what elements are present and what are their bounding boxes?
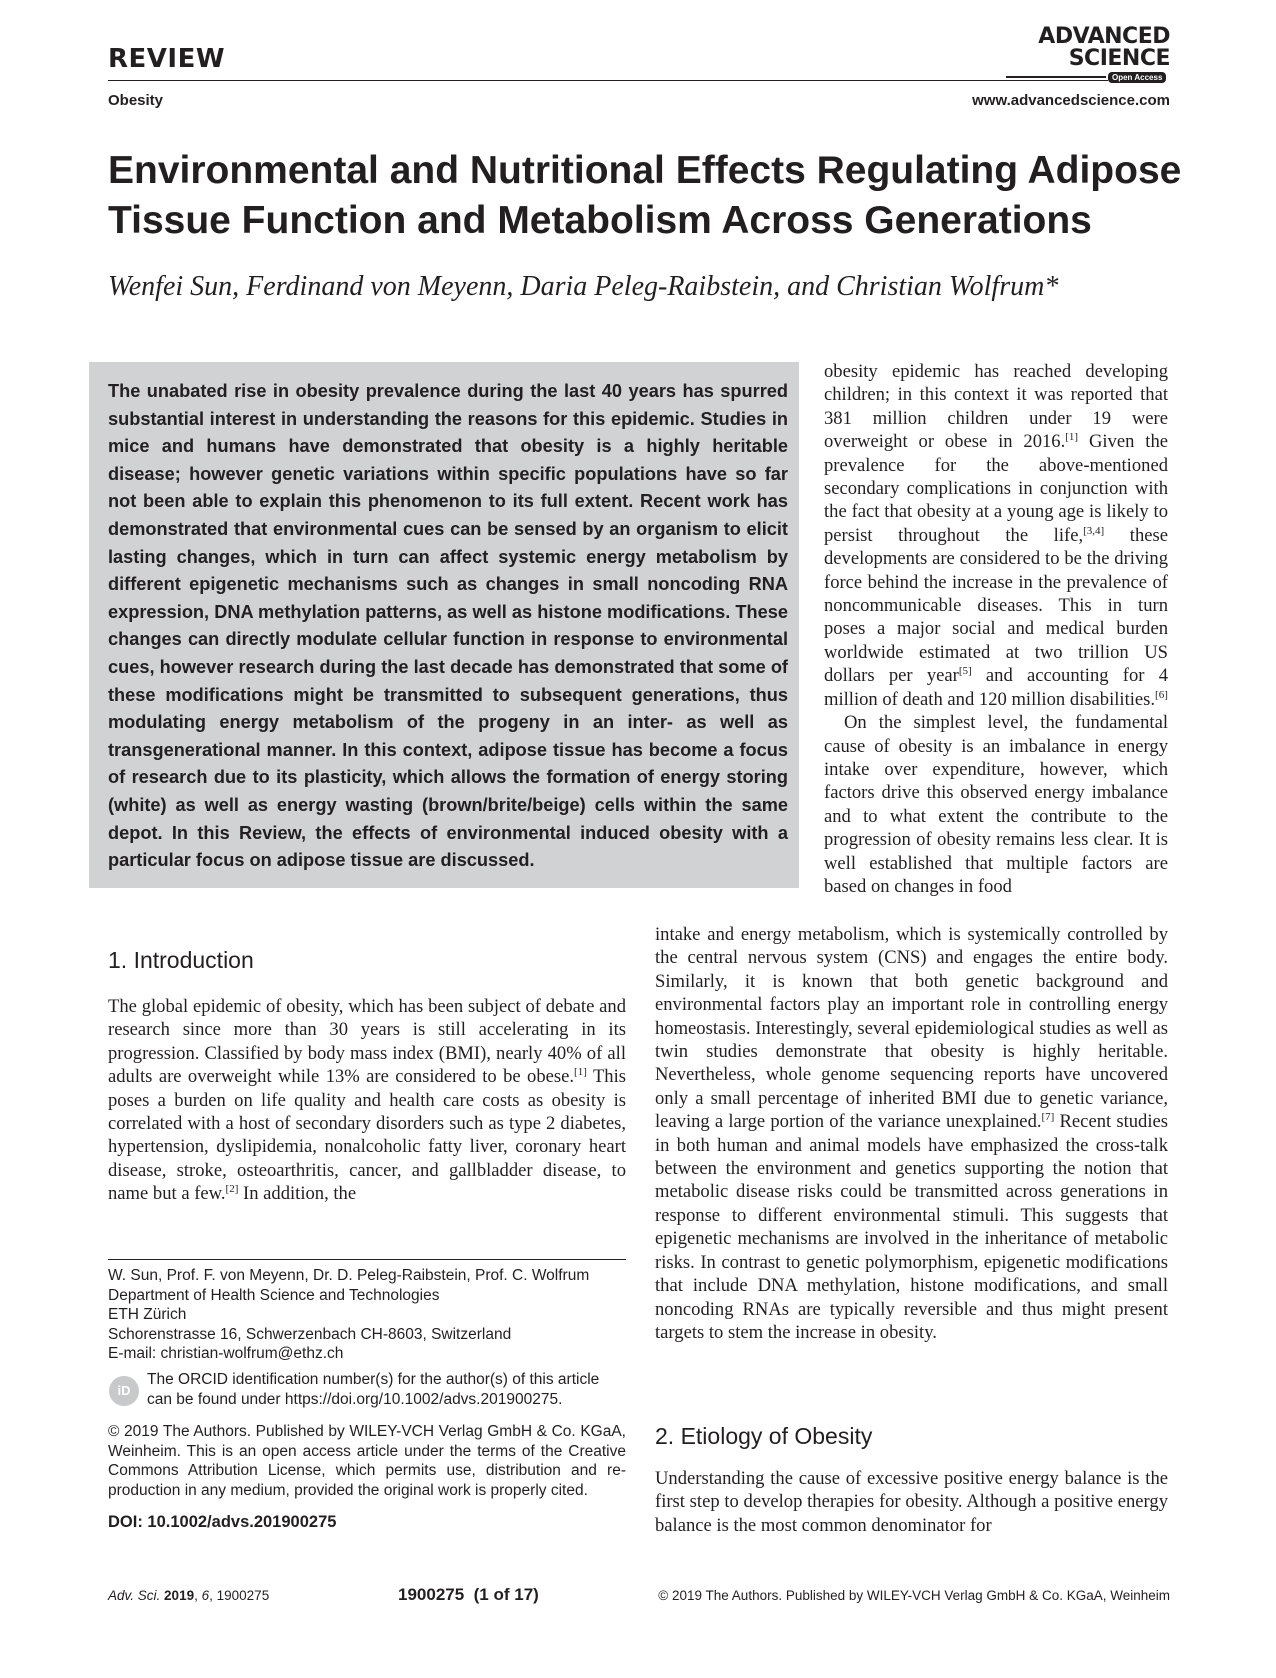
journal-logo[interactable] [1000, 26, 1170, 70]
footer-citation: Adv. Sci. 2019, 6, 1900275 [108, 1588, 270, 1603]
affiliation-address: Schorenstrasse 16, Schwerzenbach CH-8603, Switzerland [108, 1325, 512, 1343]
citation-ref[interactable]: [7] [1041, 1111, 1055, 1124]
footer-article-no: 1900275 [216, 1588, 270, 1603]
article-title: Environmental and Nutritional Effects Regulating Adipose Tissue Function and Metabolism Across Generations [108, 149, 1182, 242]
introduction-body [108, 995, 626, 1206]
doi-label[interactable]: DOI: 10.1002/advs.201900275 [108, 1513, 337, 1531]
footer-year: 2019 [164, 1588, 195, 1603]
license-notice: © 2019 The Authors. Published by WILEY-VCH Verlag GmbH & Co. KGaA, Weinheim. This is an open access article under the terms of the Creative Commons Attribution License, which permits use, distribution and reproduction in any medium, provided the original work is properly cited. [108, 1423, 626, 1499]
paragraph: obesity epidemic has reached developing children; in this context it was reported that 381 million children under 19 were overweight or obese in 2016.[1] Given the prevalence for the above-mentioned secondary complications in conjunction with the fact that obesity at a young age is likely to persist throughout the life,[3,4] these developments are considered to be the driving force behind the increase in the prevalence of noncommunicable diseases. This in turn poses a major social and medical burden worldwide estimated at two trillion US dollars per year[5] and accounting for 4 million of death and 120 million disabilities.[6] [824, 361, 1169, 710]
affiliation-institution: ETH Zürich [108, 1306, 187, 1323]
etiology-body: Understanding the cause of excessive positive energy balance is the first step to develop therapies for obesity. Although a positive energy balance is the most common denominator for [655, 1468, 1168, 1536]
affiliation-names: W. Sun, Prof. F. von Meyenn, Dr. D. Peleg-Raibstein, Prof. C. Wolfrum [108, 1267, 590, 1284]
orcid-icon[interactable]: iD [109, 1376, 139, 1406]
affiliation-block [108, 1266, 626, 1364]
section-heading-introduction: 1. Introduction [108, 947, 254, 973]
orcid-note[interactable]: The ORCID identification number(s) for the author(s) of this article can be found under https://doi.org/10.1002/advs.201900275. [147, 1371, 600, 1408]
article-type-label: REVIEW [108, 44, 226, 74]
citation-ref[interactable]: [6] [1155, 688, 1168, 701]
logo-underline [1006, 76, 1106, 78]
affiliation-department: Department of Health Science and Technologies [108, 1286, 440, 1304]
footer-page-number: 1900275 (1 of 17) [398, 1585, 539, 1604]
footer-journal: Adv. Sci. [108, 1588, 161, 1603]
citation-ref[interactable]: [3,4] [1083, 524, 1105, 537]
open-access-badge: Open Access [1108, 72, 1166, 83]
header-rule [108, 80, 1108, 81]
affiliation-rule [108, 1259, 626, 1260]
footer-volume: 6 [201, 1588, 210, 1603]
footer-copyright: © 2019 The Authors. Published by WILEY-VCH Verlag GmbH & Co. KGaA, Weinheim [658, 1588, 1170, 1603]
paragraph: intake and energy metabolism, which is systemically controlled by the central nervous system (CNS) and engages the entire body. Similarly, it is known that both genetic background and environmental factors play an important role in controlling energy homeostasis. Interestingly, several epidemiological studies as well as twin studies demonstrate that obesity is highly heritable. Nevertheless, whole genome sequencing reports have uncovered only a small percentage of inherited BMI due to genetic variance, leaving a large portion of the variance unexplained.[7] Recent studies in both human and animal models have emphasized the cross-talk between the environment and genetics supporting the notion that metabolic disease risks could be transmitted across generations in response to different environmental stimuli. This suggests that epigenetic mechanisms are involved in the inheritance of metabolic risks. In contrast to genetic polymorphism, epigenetic modifications that include DNA methylation, histone modifications, and small noncoding RNAs are typically reversible and thus might present targets to stem the increase in obesity. [655, 924, 1168, 1343]
right-column-lower [655, 923, 1168, 1344]
affiliation-email[interactable]: E-mail: christian-wolfrum@ethz.ch [108, 1345, 344, 1362]
section-heading-etiology: 2. Etiology of Obesity [655, 1423, 873, 1449]
right-column-upper [824, 360, 1168, 898]
citation-ref[interactable]: [2] [225, 1183, 239, 1196]
author-list: Wenfei Sun, Ferdinand von Meyenn, Daria Peleg-Raibstein, and Christian Wolfrum* [108, 271, 1059, 302]
paragraph: On the simplest level, the fundamental cause of obesity is an imbalance in energy intake over expenditure, however, which factors drive this observed energy imbalance and to what extent the contribute to the progression of obesity remains less clear. It is well established that multiple factors are based on changes in food [824, 712, 1168, 897]
citation-ref[interactable]: [5] [958, 665, 972, 678]
citation-ref[interactable]: [1] [1065, 431, 1079, 444]
section-label: Obesity [108, 92, 164, 109]
citation-ref[interactable]: [1] [574, 1066, 587, 1079]
logo-line-science: SCIENCE [1068, 46, 1170, 71]
journal-website-link[interactable]: www.advancedscience.com [972, 92, 1170, 109]
logo-line-advanced: ADVANCED [1038, 24, 1170, 49]
paragraph: The global epidemic of obesity, which has been subject of debate and research since more than 30 years is still accelerating in its progression. Classified by body mass index (BMI), nearly 40% of all adults are overweight while 13% are considered to be obese.[1] This poses a burden on life quality and health care costs as obesity is correlated with a host of secondary disorders such as type 2 diabetes, hypertension, dyslipidemia, nonalcoholic fatty liver, coronary heart disease, stroke, osteoarthritis, cancer, and gallbladder disease, to name but a few.[2] In addition, the [108, 996, 627, 1205]
abstract-text: The unabated rise in obesity prevalence during the last 40 years has spurred substantial interest in understanding the reasons for this epidemic. Studies in mice and humans have demonstrated that obesity is a highly heritable disease; however genetic variations within specific populations have so far not been able to explain this phenomenon to its full extent. Recent work has demonstrated that environmental cues can be sensed by an organism to elicit lasting changes, which in turn can affect systemic energy metabolism by different epigenetic mechanisms such as changes in small noncoding RNA expression, DNA methylation patterns, as well as histone modifications. These changes can directly modulate cellular function in response to environmental cues, however research during the last decade has demonstrated that some of these modifications might be transmitted to subsequent generations, thus modulating energy metabolism of the progeny in an inter- as well as transgenerational manner. In this context, adipose tissue has become a focus of research due to its plasticity, which allows the formation of energy storing (white) as well as energy wasting (brown/brite/beige) cells within the same depot. In this Review, the effects of environmental induced obesity with a particular focus on adipose tissue are discussed. [108, 381, 788, 871]
